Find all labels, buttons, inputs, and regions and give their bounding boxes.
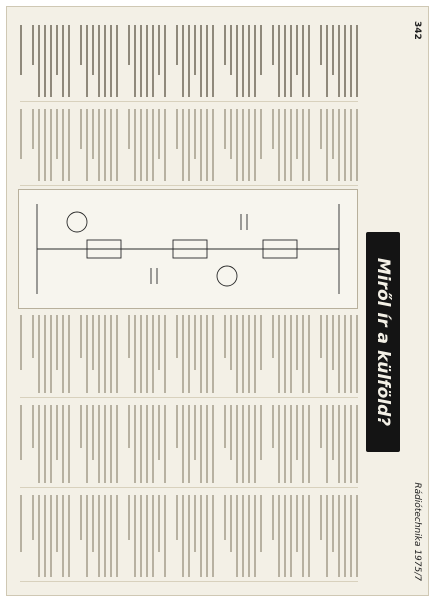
page-number: 342: [412, 21, 422, 40]
transistor-symbol: [67, 212, 87, 232]
section-banner: Miről ír a külföld?: [366, 232, 400, 452]
running-header: [408, 21, 422, 581]
article-column-1: [20, 105, 358, 186]
reference-list-column-1: [20, 21, 358, 102]
article-text: [20, 109, 358, 181]
circuit-schematic: [18, 189, 358, 309]
article-column-2: [20, 311, 358, 398]
article-text: [20, 315, 358, 393]
publication-reference: Rádiótechnika 1975/7: [412, 482, 422, 581]
article-text: [20, 495, 358, 577]
rotated-page-content: [7, 7, 428, 595]
reference-list-text: [20, 25, 358, 97]
article-text: [20, 405, 358, 483]
article-column-3: [20, 401, 358, 488]
transistor-symbol: [217, 266, 237, 286]
article-column-4: [20, 491, 358, 582]
scanned-page: [6, 6, 429, 596]
